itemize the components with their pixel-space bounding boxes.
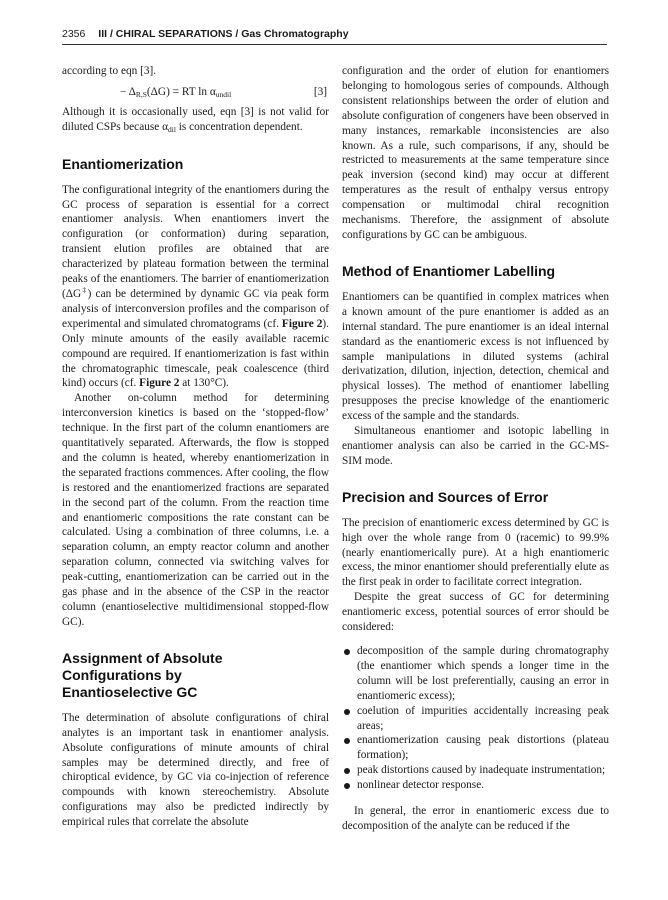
paragraph-enantiomerization-1: [62, 183, 329, 392]
paragraph-labelling-2: Simultaneous enantiomer and isotopic labelling in enantiomer analysis can also be carried in the GC-MS-SIM mode.: [342, 425, 609, 467]
bullet-icon: [344, 709, 350, 715]
left-column: [62, 64, 329, 830]
p-enant-c: ). Only minute amounts of the easily available racemic compound are required. If enantiomerization is fast within the chromatographic timescale, peak coalescence (third kind) occurs (cf.: [62, 317, 329, 390]
error-sources-list: [342, 644, 609, 793]
p-enant-sup: ‡: [81, 285, 88, 295]
figure-2-reference: Figure 2: [281, 317, 323, 330]
list-item: [342, 704, 609, 734]
after-eq-a: Although it is occasionally used, eqn [3] is not valid for diluted CSPs because α: [62, 105, 329, 133]
section-title: III / CHIRAL SEPARATIONS / Gas Chromatography: [98, 28, 349, 40]
bullet-icon: [344, 649, 350, 655]
eq-mid: (ΔG) = RT ln α: [146, 85, 216, 98]
equation-body: [120, 85, 231, 100]
list-item-text: coelution of impurities accidentally increasing peak areas;: [357, 704, 609, 732]
list-item-text: nonlinear detector response.: [357, 779, 485, 792]
bullet-icon: [344, 783, 350, 789]
list-item: [342, 644, 609, 704]
heading-labelling: Method of Enantiomer Labelling: [342, 262, 556, 279]
list-item: [342, 733, 609, 763]
list-item: [342, 763, 609, 778]
paragraph-enantiomerization-2: Another on-column method for determining interconversion kinetics is based on the ‘stopped-flow’ technique. In the first part of the column enantiomers are quantitatively separated. Afterwards, the flow is stopped and the column is heated, whereby enantiomerization in the separated fractions commences. After cooling, the flow is restored and the enantiomerized fractions are separated in the second part of the column. From the reaction time and enantiomeric compositions the rate constant can be calculated. Using a combination of three columns, i.e. a separation column, an empty reactor column and another separation column, connected via switching valves for peak-cutting, enantiomerization can be carried out in the gas phase and in the absence of the CSP in the reactor column (enantioselective multidimensional stopped-flow GC).: [62, 392, 329, 628]
right-column: [342, 64, 609, 834]
running-header: [62, 28, 607, 45]
eq-delta: − Δ: [120, 85, 136, 98]
list-item-text: decomposition of the sample during chromatography (the enantiomer which spends a longer time in the column will be lost preferentially, causing an error in enantiomeric excess);: [357, 645, 609, 702]
paragraph-labelling-1: Enantiomers can be quantified in complex matrices when a known amount of the pure enantiomer is added as an internal standard. The pure enantiomer is an ideal internal standard as the enantiomeric excess is not influenced by sample manipulations in diluted systems (achiral derivatization, dilution, injection, detection, chemical and physical losses). The method of enantiomer labelling presupposes the precise knowledge of the enantiomeric excess of the sample and the standards.: [342, 290, 609, 423]
paragraph-final: In general, the error in enantiomeric excess due to decomposition of the analyte can be reduced if the: [342, 805, 609, 832]
eq-sub-undil: undil: [215, 89, 232, 99]
equation-number: [3]: [313, 85, 327, 98]
after-eq-b: is concentration dependent.: [175, 120, 303, 133]
paragraph-precision-2: Despite the great success of GC for determining enantiomeric excess, potential sources of error should be considered:: [342, 591, 609, 634]
figure-2-reference: Figure 2: [139, 377, 180, 390]
p-enant-a: The configurational integrity of the enantiomers during the GC process of separation is essential for a correct enantiomer analysis. When enantiomers invert the configuration (or conformation) during separation, transient elution profiles are obtained that are characterized by plateau formation between the terminal peaks of the enantiomers. The barrier of enantiomerization (ΔG: [62, 183, 329, 300]
list-item-text: enantiomerization causing peak distortions (plateau formation);: [357, 734, 609, 762]
bullet-icon: [344, 768, 350, 774]
list-item: [342, 778, 609, 793]
p-enant-b: ) can be determined by dynamic GC via peak form analysis of interconversion profiles and the comparison of experimental and simulated chromatograms (cf.: [62, 287, 330, 330]
heading-precision: Precision and Sources of Error: [342, 488, 549, 505]
p-enant-d: at 130°C).: [179, 377, 229, 390]
equation-3: [62, 85, 329, 100]
list-item-text: peak distortions caused by inadequate instrumentation;: [357, 764, 606, 777]
after-equation-text: [62, 105, 329, 135]
heading-enantiomerization: Enantiomerization: [62, 155, 184, 172]
eq-sub-rs: R,S: [135, 89, 147, 99]
paragraph-continued: configuration and the order of elution for enantiomers belonging to homologous series of compounds. Although consistent relationships between the order of elution and absolute configuration of congeners have been observed in many instances, remarkable inconsistencies are also known. As a rule, such comparisons, if any, should be restricted to measurements at the same temperature since peak inversion (second kind) may occur at different temperatures as the result of enthalpy versus entropy compensation or multimodal chiral recognition mechanisms. Therefore, the assignment of absolute configurations by GC can be ambiguous.: [342, 65, 609, 241]
bullet-icon: [344, 738, 350, 744]
paragraph-precision-1: The precision of enantiomeric excess determined by GC is high over the whole range from 0 (racemic) to 99.9% (nearly enantiomerically pure). At a high enantiomeric excess, the minor enantiomer should preferentially elute as the first peak in order to facilitate correct integration.: [342, 516, 609, 589]
paragraph-assignment: The determination of absolute configurations of chiral analytes is an important task in enantiomer analysis. Absolute configurations of minute amounts of chiral samples may be determined directly, and free of chiroptical evidence, by GC via co-injection of reference compounds with known stereochemistry. Absolute configurations may also be predicted indirectly by empirical rules that correlate the absolute: [62, 711, 329, 829]
heading-assignment: Assignment of Absolute Configurations by Enantioselective GC: [62, 649, 223, 700]
intro-text: according to eqn [3].: [62, 65, 157, 77]
page-number: 2356: [62, 28, 86, 40]
after-eq-sub: dil: [168, 124, 176, 134]
